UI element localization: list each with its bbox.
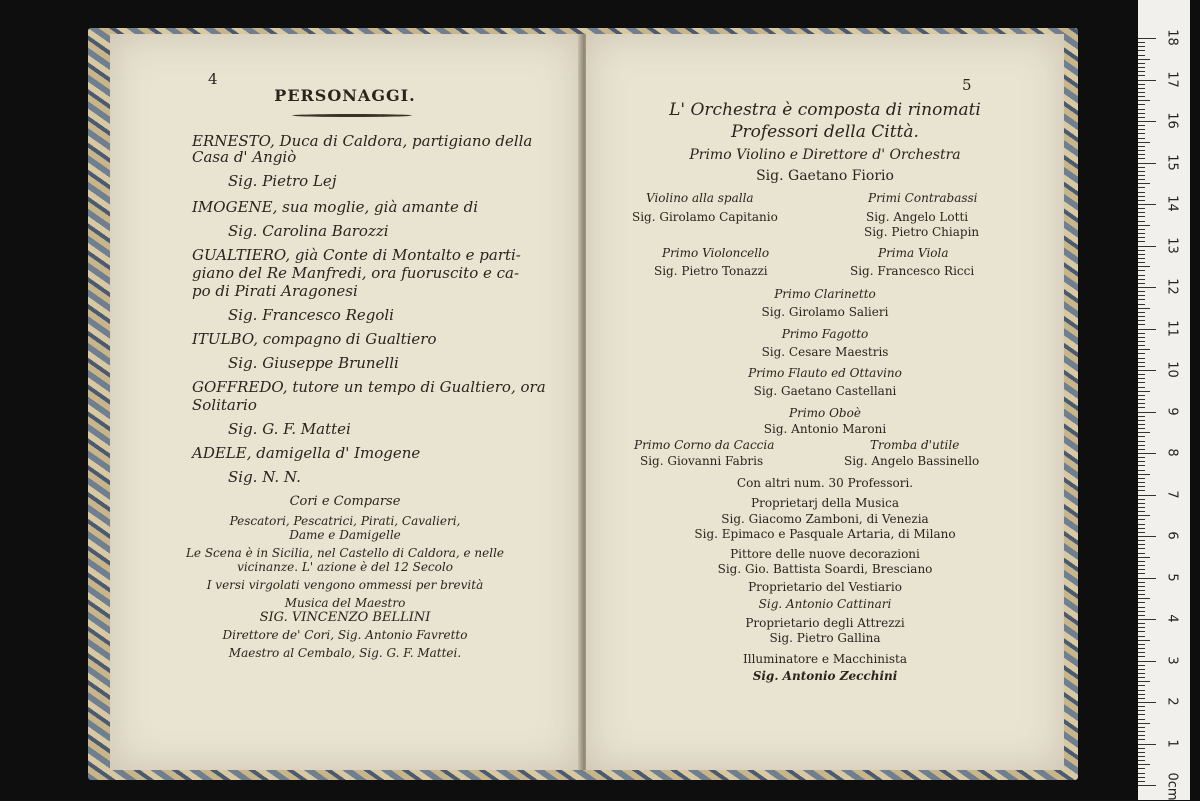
ruler-tick <box>1138 237 1145 238</box>
ruler-tick <box>1138 84 1145 85</box>
ruler-tick <box>1138 113 1145 114</box>
ruler-tick <box>1138 681 1150 682</box>
ruler-label: 9 <box>1164 406 1180 416</box>
ruler-tick <box>1138 578 1156 579</box>
ruler-tick <box>1138 773 1145 774</box>
ruler-tick <box>1138 631 1145 632</box>
ruler-tick <box>1138 482 1145 483</box>
ruler-tick <box>1138 96 1145 97</box>
page-heading: PERSONAGGI. <box>274 86 416 105</box>
ruler-tick <box>1138 175 1145 176</box>
ruler-tick <box>1138 524 1145 525</box>
flauto-title: Primo Flauto ed Ottavino <box>748 366 902 380</box>
ruler-tick <box>1138 474 1150 475</box>
ruler-tick <box>1138 403 1145 404</box>
ruler-tick <box>1138 308 1150 309</box>
ruler-tick <box>1138 607 1145 608</box>
ruler-tick <box>1138 333 1145 334</box>
music-owner-1: Sig. Giacomo Zamboni, di Venezia <box>721 512 929 526</box>
ruler-tick <box>1138 391 1150 392</box>
ruler-tick <box>1138 378 1145 379</box>
ruler-tick <box>1138 312 1145 313</box>
ruler-tick <box>1138 515 1150 516</box>
chorus-line-1: Pescatori, Pescatrici, Pirati, Cavalieri, <box>229 514 461 528</box>
ruler-label: 11 <box>1164 319 1180 337</box>
painter-name: Sig. Gio. Battista Soardi, Bresciano <box>717 562 933 576</box>
ruler-tick <box>1138 706 1145 707</box>
ruler-tick <box>1138 88 1145 89</box>
ruler-tick <box>1138 100 1150 101</box>
contrabassi-title: Primi Contrabassi <box>868 191 978 205</box>
ruler-tick <box>1138 644 1145 645</box>
ruler-tick <box>1138 216 1145 217</box>
corno-title: Primo Corno da Caccia <box>634 438 775 452</box>
ruler-tick <box>1138 611 1145 612</box>
ruler-tick <box>1138 75 1145 76</box>
ruler-label: 8 <box>1164 448 1180 457</box>
ruler-tick <box>1138 436 1145 437</box>
ruler-tick <box>1138 416 1145 417</box>
ruler-tick <box>1138 138 1145 139</box>
ruler-tick <box>1138 760 1145 761</box>
cast-singer-4: Sig. Giuseppe Brunelli <box>228 354 399 372</box>
ruler-tick <box>1138 503 1145 504</box>
ruler-tick <box>1138 590 1145 591</box>
ruler-tick <box>1138 495 1156 496</box>
ruler-tick <box>1138 735 1145 736</box>
ruler-tick <box>1138 756 1145 757</box>
ruler-tick <box>1138 291 1145 292</box>
ruler-tick <box>1138 187 1145 188</box>
choir-director: Direttore de' Cori, Sig. Antonio Favretto <box>222 628 468 642</box>
ruler-tick <box>1138 441 1145 442</box>
cast-singer-2: Sig. Carolina Barozzi <box>228 222 389 240</box>
ruler-tick <box>1138 192 1145 193</box>
fagotto-title: Primo Fagotto <box>781 327 869 341</box>
lighting-name: Sig. Antonio Zecchini <box>752 669 898 683</box>
ruler-tick <box>1138 42 1145 43</box>
ruler-tick <box>1138 594 1145 595</box>
ruler-tick <box>1138 694 1145 695</box>
contrabassi-name-1: Sig. Angelo Lotti <box>866 210 969 224</box>
ruler-tick <box>1138 727 1145 728</box>
ruler-tick <box>1138 665 1145 666</box>
ruler-tick <box>1138 196 1145 197</box>
page-number: 4 <box>208 70 218 88</box>
ruler-tick <box>1138 561 1145 562</box>
ruler-tick <box>1138 366 1145 367</box>
ruler-tick <box>1138 719 1145 720</box>
wardrobe-name: Sig. Antonio Cattinari <box>758 597 892 611</box>
ruler-tick <box>1138 548 1145 549</box>
ruler-tick <box>1138 619 1156 620</box>
ruler-tick <box>1138 739 1145 740</box>
viola-name: Sig. Francesco Ricci <box>850 264 975 278</box>
ruler-tick <box>1138 565 1145 566</box>
heading-ornament-rule <box>292 114 412 117</box>
ruler-tick <box>1138 349 1150 350</box>
viola-title: Prima Viola <box>878 246 949 260</box>
orchestra-title-1: L' Orchestra è composta di rinomati <box>669 100 981 120</box>
ruler-tick <box>1138 764 1150 765</box>
chorus-line-2: Dame e Damigelle <box>289 528 401 542</box>
ruler-tick <box>1138 353 1145 354</box>
ruler-tick <box>1138 283 1145 284</box>
ruler-tick <box>1138 150 1145 151</box>
cast-role-6: ADELE, damigella d' Imogene <box>192 444 421 462</box>
ruler-tick <box>1138 648 1145 649</box>
ruler-tick <box>1138 233 1145 234</box>
ruler-tick <box>1138 540 1145 541</box>
page-number: 5 <box>962 76 972 94</box>
ruler-tick <box>1138 573 1145 574</box>
ruler-tick <box>1138 420 1145 421</box>
ruler-tick <box>1138 486 1145 487</box>
wardrobe-title: Proprietario del Vestiario <box>748 580 902 594</box>
cast-role-3: GUALTIERO, già Conte di Montalto e parti- <box>192 246 521 264</box>
oboe-title: Primo Oboè <box>789 406 861 420</box>
corno-name: Sig. Giovanni Fabris <box>640 454 764 468</box>
ruler-tick <box>1138 445 1145 446</box>
ruler-tick <box>1138 623 1145 624</box>
contrabassi-name-2: Sig. Pietro Chiapin <box>864 225 980 239</box>
ruler-label: 16 <box>1164 112 1180 129</box>
ruler-tick <box>1138 640 1150 641</box>
ruler-tick <box>1138 167 1145 168</box>
ruler-tick <box>1138 382 1145 383</box>
ruler-tick <box>1138 179 1145 180</box>
cembalo-master: Maestro al Cembalo, Sig. G. F. Mattei. <box>228 646 462 660</box>
ruler-tick <box>1138 104 1145 105</box>
ruler-tick <box>1138 457 1145 458</box>
ruler-tick <box>1138 677 1145 678</box>
cast-role-3-cont: giano del Re Manfredi, ora fuoruscito e ca- <box>192 264 520 282</box>
ruler-tick <box>1138 241 1145 242</box>
ruler-tick <box>1138 71 1145 72</box>
ruler-label: 1 <box>1164 738 1180 748</box>
ruler-tick <box>1138 345 1145 346</box>
chorus-title: Cori e Comparse <box>289 494 401 509</box>
ruler-tick <box>1138 266 1150 267</box>
ruler-tick <box>1138 586 1145 587</box>
ruler-tick <box>1138 532 1145 533</box>
ruler-label: 10 <box>1164 361 1180 378</box>
ruler-tick <box>1138 171 1145 172</box>
ruler-tick <box>1138 499 1145 500</box>
ruler-tick <box>1138 304 1145 305</box>
ruler-tick <box>1138 478 1145 479</box>
orchestra-title-2: Professori della Città. <box>731 122 919 142</box>
measurement-ruler <box>1138 0 1190 800</box>
ruler-tick <box>1138 329 1156 330</box>
cast-role-1-cont: Casa d' Angiò <box>192 148 297 166</box>
ruler-tick <box>1138 270 1145 271</box>
ruler-tick <box>1138 785 1156 786</box>
ruler-tick <box>1138 685 1145 686</box>
ruler-tick <box>1138 412 1156 413</box>
ruler-tick <box>1138 55 1145 56</box>
verses-note: I versi virgolati vengono ommessi per brevità <box>206 578 484 592</box>
ruler-label: 18 <box>1164 29 1180 46</box>
ruler-tick <box>1138 602 1145 603</box>
ruler-tick <box>1138 669 1145 670</box>
ruler-tick <box>1138 225 1150 226</box>
cast-singer-5: Sig. G. F. Mattei <box>228 420 351 438</box>
ruler-label: 0cm <box>1164 772 1180 801</box>
ruler-tick <box>1138 656 1145 657</box>
ruler-tick <box>1138 316 1145 317</box>
ruler-tick <box>1138 536 1156 537</box>
ruler-label: 13 <box>1164 236 1180 254</box>
ruler-tick <box>1138 299 1145 300</box>
cast-singer-6: Sig. N. N. <box>228 468 301 486</box>
ruler-tick <box>1138 714 1145 715</box>
ruler-label: 4 <box>1164 614 1180 623</box>
ruler-tick <box>1138 710 1145 711</box>
ruler-tick <box>1138 781 1145 782</box>
ruler-tick <box>1138 337 1145 338</box>
ruler-tick <box>1138 387 1145 388</box>
ruler-tick <box>1138 432 1150 433</box>
ruler-tick <box>1138 129 1145 130</box>
ruler-label: 15 <box>1164 153 1180 171</box>
ruler-tick <box>1138 465 1145 466</box>
ruler-tick <box>1138 320 1145 321</box>
ruler-tick <box>1138 744 1156 745</box>
ruler-tick <box>1138 636 1145 637</box>
right-page <box>586 34 1064 770</box>
ruler-tick <box>1138 295 1145 296</box>
ruler-tick <box>1138 370 1156 371</box>
ruler-tick <box>1138 519 1145 520</box>
first-violin-title: Primo Violino e Direttore d' Orchestra <box>689 147 961 163</box>
cast-role-2: IMOGENE, sua moglie, già amante di <box>192 198 479 216</box>
ruler-tick <box>1138 627 1145 628</box>
ruler-label: 12 <box>1164 278 1180 295</box>
ruler-tick <box>1138 731 1145 732</box>
ruler-tick <box>1138 748 1145 749</box>
ruler-tick <box>1138 200 1145 201</box>
ruler-tick <box>1138 652 1145 653</box>
first-violin-name: Sig. Gaetano Fiorio <box>756 168 894 184</box>
ruler-tick <box>1138 254 1145 255</box>
ruler-tick <box>1138 557 1150 558</box>
ruler-label: 5 <box>1164 572 1180 582</box>
ruler-tick <box>1138 673 1145 674</box>
ruler-tick <box>1138 275 1145 276</box>
cast-singer-3: Sig. Francesco Regoli <box>228 306 394 324</box>
scene-line-1: Le Scena è in Sicilia, nel Castello di Caldora, e nelle <box>185 546 505 560</box>
music-by: Musica del Maestro <box>284 596 406 610</box>
ruler-tick <box>1138 690 1145 691</box>
ruler-label: 3 <box>1164 655 1180 665</box>
ruler-tick <box>1138 208 1145 209</box>
ruler-tick <box>1138 221 1145 222</box>
ruler-tick <box>1138 449 1145 450</box>
ruler-tick <box>1138 38 1156 39</box>
ruler-tick <box>1138 511 1145 512</box>
left-page <box>110 34 580 770</box>
clarinetto-name: Sig. Girolamo Salieri <box>761 305 889 319</box>
props-title: Proprietario degli Attrezzi <box>745 616 905 630</box>
ruler-tick <box>1138 279 1145 280</box>
ruler-label: 14 <box>1164 195 1180 212</box>
ruler-tick <box>1138 117 1145 118</box>
ruler-tick <box>1138 229 1145 230</box>
clarinetto-title: Primo Clarinetto <box>774 287 876 301</box>
flauto-name: Sig. Gaetano Castellani <box>753 384 897 398</box>
ruler-tick <box>1138 698 1145 699</box>
ruler-tick <box>1138 324 1145 325</box>
ruler-tick <box>1138 59 1150 60</box>
ruler-tick <box>1138 80 1156 81</box>
ruler-tick <box>1138 723 1150 724</box>
ruler-tick <box>1138 528 1145 529</box>
ruler-tick <box>1138 163 1156 164</box>
cast-singer-1: Sig. Pietro Lej <box>228 172 337 190</box>
violoncello-title: Primo Violoncello <box>662 246 770 260</box>
ruler-tick <box>1138 262 1145 263</box>
ruler-tick <box>1138 362 1145 363</box>
ruler-tick <box>1138 428 1145 429</box>
ruler-tick <box>1138 777 1145 778</box>
ruler-tick <box>1138 470 1145 471</box>
ruler-tick <box>1138 158 1145 159</box>
ruler-tick <box>1138 407 1145 408</box>
ruler-tick <box>1138 507 1145 508</box>
ruler-tick <box>1138 598 1150 599</box>
tromba-name: Sig. Angelo Bassinello <box>844 454 980 468</box>
music-owners-title: Proprietarj della Musica <box>751 496 899 510</box>
ruler-tick <box>1138 615 1145 616</box>
ruler-tick <box>1138 453 1156 454</box>
scene-line-2: vicinanze. L' azione è del 12 Secolo <box>237 560 453 574</box>
ruler-tick <box>1138 246 1156 247</box>
fagotto-name: Sig. Cesare Maestris <box>761 345 889 359</box>
violino-spalla-name: Sig. Girolamo Capitanio <box>632 210 778 224</box>
ruler-tick <box>1138 374 1145 375</box>
ruler-tick <box>1138 358 1145 359</box>
ruler-tick <box>1138 702 1156 703</box>
ruler-tick <box>1138 63 1145 64</box>
ruler-tick <box>1138 146 1145 147</box>
ruler-tick <box>1138 121 1156 122</box>
ruler-tick <box>1138 544 1145 545</box>
violoncello-name: Sig. Pietro Tonazzi <box>654 264 768 278</box>
composer-name: SIG. VINCENZO BELLINI <box>259 610 431 625</box>
cast-role-5: GOFFREDO, tutore un tempo di Gualtiero, ora <box>192 378 546 396</box>
oboe-name: Sig. Antonio Maroni <box>763 422 887 436</box>
ruler-tick <box>1138 109 1145 110</box>
ruler-tick <box>1138 142 1150 143</box>
ruler-label: 6 <box>1164 531 1180 540</box>
ruler-tick <box>1138 582 1145 583</box>
music-owner-2: Sig. Epimaco e Pasquale Artaria, di Milano <box>694 527 956 541</box>
ruler-label: 7 <box>1164 489 1180 499</box>
ruler-tick <box>1138 399 1145 400</box>
ruler-tick <box>1138 133 1145 134</box>
cast-role-4: ITULBO, compagno di Gualtiero <box>192 330 437 348</box>
ruler-tick <box>1138 424 1145 425</box>
ruler-tick <box>1138 67 1145 68</box>
ruler-tick <box>1138 46 1145 47</box>
ruler-tick <box>1138 395 1145 396</box>
ruler-tick <box>1138 92 1145 93</box>
ruler-tick <box>1138 250 1145 251</box>
ruler-tick <box>1138 154 1145 155</box>
ruler-tick <box>1138 287 1156 288</box>
ruler-tick <box>1138 50 1145 51</box>
ruler-label: 17 <box>1164 70 1180 88</box>
ruler-tick <box>1138 461 1145 462</box>
props-name: Sig. Pietro Gallina <box>769 631 881 645</box>
ruler-tick <box>1138 553 1145 554</box>
ruler-tick <box>1138 341 1145 342</box>
ruler-tick <box>1138 768 1145 769</box>
ruler-tick <box>1138 204 1156 205</box>
tromba-title: Tromba d'utile <box>870 438 960 452</box>
ruler-tick <box>1138 183 1150 184</box>
painter-title: Pittore delle nuove decorazioni <box>730 547 920 561</box>
ruler-tick <box>1138 258 1145 259</box>
ruler-tick <box>1138 490 1145 491</box>
cast-role-1: ERNESTO, Duca di Caldora, partigiano della <box>192 132 533 150</box>
ruler-tick <box>1138 125 1145 126</box>
ruler-tick <box>1138 752 1145 753</box>
cast-role-5-cont: Solitario <box>192 396 257 414</box>
ruler-tick <box>1138 212 1145 213</box>
ruler-label: 2 <box>1164 697 1180 706</box>
cast-role-3-cont2: po di Pirati Aragonesi <box>192 282 358 300</box>
ruler-tick <box>1138 569 1145 570</box>
ruler-tick <box>1138 661 1156 662</box>
violino-spalla-title: Violino alla spalla <box>646 191 754 205</box>
lighting-title: Illuminatore e Macchinista <box>742 652 907 666</box>
other-professors: Con altri num. 30 Professori. <box>736 476 914 490</box>
